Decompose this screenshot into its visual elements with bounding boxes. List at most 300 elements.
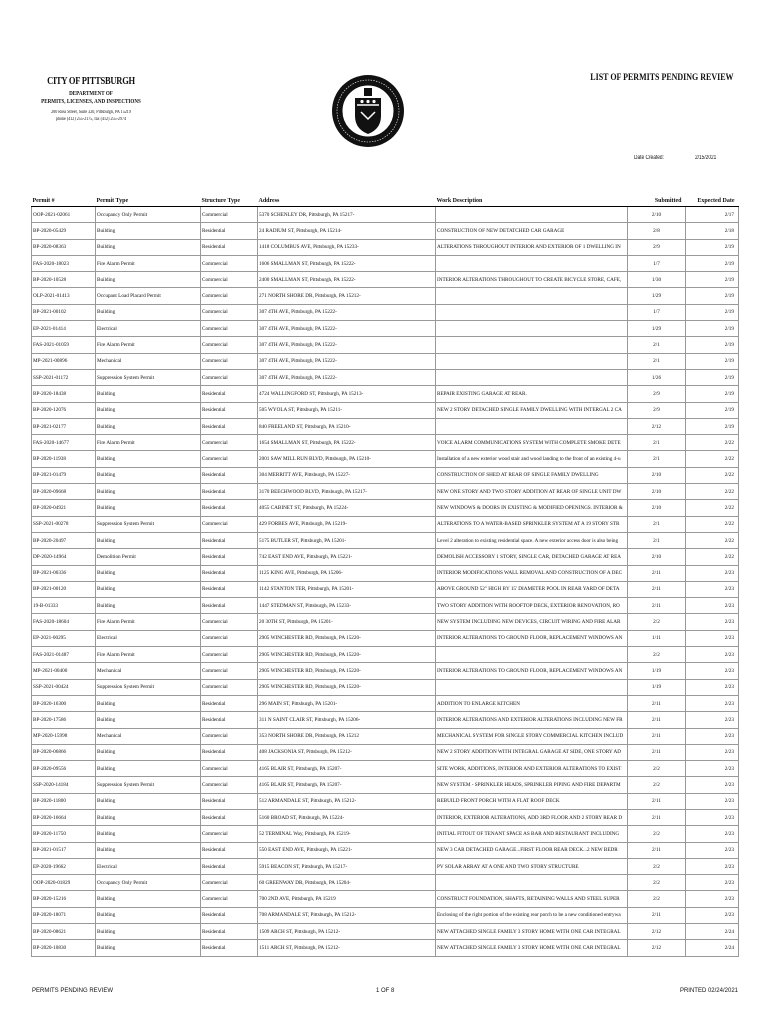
table-row (32, 614, 739, 630)
table-row (32, 321, 739, 337)
cell-permit-number: EP-2020-19662 (32, 858, 96, 874)
cell-permit-number: FAS-2021-01059 (32, 337, 96, 353)
cell-address: 4165 BLAIR ST, Pittsburgh, PA 15207- (258, 761, 436, 777)
cell-structure-type: Commercial (201, 875, 258, 891)
cell-permit-number: BP-2020-18071 (32, 907, 96, 923)
table-row (32, 435, 739, 451)
column-header-permit-type: Permit Type (96, 195, 201, 207)
cell-structure-type: Residential (201, 924, 258, 940)
cell-address: 1125 KING AVE, Pittsburgh, PA 15206- (258, 565, 436, 581)
table-row (32, 630, 739, 646)
table-row (32, 500, 739, 516)
cell-permit-number: BP-2021-02177 (32, 418, 96, 434)
cell-permit-type: Building (96, 272, 201, 288)
cell-structure-type: Commercial (201, 435, 258, 451)
cell-submitted-date: 2/10 (628, 500, 686, 516)
cell-structure-type: Residential (201, 565, 258, 581)
cell-expected-date: 2/22 (686, 467, 739, 483)
cell-address: 5175 BUTLER ST, Pittsburgh, PA 15201- (258, 532, 436, 548)
cell-address: 2905 WINCHESTER RD, Pittsburgh, PA 15220- (258, 663, 436, 679)
cell-structure-type: Commercial (201, 272, 258, 288)
cell-expected-date: 2/23 (686, 809, 739, 825)
cell-permit-type: Building (96, 842, 201, 858)
cell-permit-number: SSP-2021-01172 (32, 369, 96, 385)
cell-expected-date: 2/23 (686, 826, 739, 842)
cell-submitted-date: 2/2 (628, 891, 686, 907)
cell-expected-date: 2/22 (686, 532, 739, 548)
cell-work-description (436, 288, 628, 304)
cell-structure-type: Commercial (201, 614, 258, 630)
cell-permit-type: Building (96, 907, 201, 923)
cell-permit-type: Building (96, 223, 201, 239)
cell-expected-date: 2/23 (686, 842, 739, 858)
cell-permit-number: BP-2020-11750 (32, 826, 96, 842)
cell-permit-number: BP-2021-00120 (32, 581, 96, 597)
cell-expected-date: 2/23 (686, 891, 739, 907)
cell-submitted-date: 1/11 (628, 630, 686, 646)
cell-address: 1418 COLUMBUS AVE, Pittsburgh, PA 15233- (258, 239, 436, 255)
cell-expected-date: 2/19 (686, 369, 739, 385)
cell-submitted-date: 2/10 (628, 467, 686, 483)
cell-work-description: TWO STORY ADDITION WITH ROOFTOP DECK, EXTERIOR RENOVATION, RO (436, 598, 628, 614)
cell-permit-type: Suppression System Permit (96, 777, 201, 793)
cell-submitted-date: 2/2 (628, 777, 686, 793)
cell-permit-type: Electrical (96, 630, 201, 646)
table-row (32, 565, 739, 581)
cell-work-description: Enclosing of the right portion of the existing rear porch to be a new conditioned entrywa (436, 907, 628, 923)
cell-structure-type: Residential (201, 907, 258, 923)
cell-address: 4055 CABINET ST, Pittsburgh, PA 15224- (258, 500, 436, 516)
cell-permit-number: BP-2020-08363 (32, 239, 96, 255)
cell-structure-type: Residential (201, 712, 258, 728)
table-row (32, 581, 739, 597)
cell-work-description: MECHANICAL SYSTEM FOR SINGLE STORY COMMERCIAL KITCHEN INCLUD (436, 728, 628, 744)
cell-address: 550 EAST END AVE, Pittsburgh, PA 15221- (258, 842, 436, 858)
cell-permit-type: Demolition Permit (96, 549, 201, 565)
cell-submitted-date: 2/10 (628, 549, 686, 565)
cell-submitted-date: 2/2 (628, 858, 686, 874)
cell-work-description: Level 2 alteration to existing residential space. A new exterior access door is also being (436, 532, 628, 548)
cell-work-description (436, 875, 628, 891)
cell-permit-type: Building (96, 891, 201, 907)
cell-expected-date: 2/22 (686, 435, 739, 451)
cell-permit-type: Electrical (96, 321, 201, 337)
cell-address: 4165 BLAIR ST, Pittsburgh, PA 15207- (258, 777, 436, 793)
cell-submitted-date: 1/29 (628, 288, 686, 304)
cell-address: 5160 BROAD ST, Pittsburgh, PA 15224- (258, 809, 436, 825)
column-header-work-description: Work Description (436, 195, 628, 207)
cell-permit-number: OLP-2021-01413 (32, 288, 96, 304)
cell-work-description: NEW SYSTEM INCLUDING NEW DEVICES, CIRCUIT WIRING AND FIRE ALAR (436, 614, 628, 630)
cell-structure-type: Residential (201, 532, 258, 548)
cell-expected-date: 2/23 (686, 728, 739, 744)
cell-address: 271 NORTH SHORE DR, Pittsburgh, PA 15212- (258, 288, 436, 304)
cell-address: 2400 SMALLMAN ST, Pittsburgh, PA 15222- (258, 272, 436, 288)
cell-structure-type: Residential (201, 940, 258, 956)
table-row (32, 304, 739, 320)
cell-submitted-date: 2/2 (628, 875, 686, 891)
cell-address: 24 RADIUM ST, Pittsburgh, PA 15214- (258, 223, 436, 239)
cell-permit-number: BP-2020-10830 (32, 940, 96, 956)
date-created-label: Date Created: (634, 155, 664, 161)
cell-structure-type: Residential (201, 484, 258, 500)
cell-address: 840 FREELAND ST, Pittsburgh, PA 15210- (258, 418, 436, 434)
cell-structure-type: Residential (201, 500, 258, 516)
cell-work-description: NEW 2 STORY DETACHED SINGLE FAMILY DWELLING WITH INTERGAL 2 CA (436, 402, 628, 418)
cell-permit-type: Building (96, 761, 201, 777)
cell-submitted-date: 2/2 (628, 826, 686, 842)
cell-address: 2905 WINCHESTER RD, Pittsburgh, PA 15220- (258, 647, 436, 663)
cell-structure-type: Commercial (201, 891, 258, 907)
cell-submitted-date: 2/11 (628, 598, 686, 614)
cell-permit-type: Fire Alarm Permit (96, 255, 201, 271)
table-row (32, 679, 739, 695)
cell-permit-type: Building (96, 695, 201, 711)
cell-expected-date: 2/19 (686, 353, 739, 369)
cell-work-description: Installation of a new exterior wood stair and wood landing to the front of an existing 4-u (436, 451, 628, 467)
cell-address: 708 ARMANDALE ST, Pittsburgh, PA 15212- (258, 907, 436, 923)
cell-permit-number: BP-2020-04921 (32, 500, 96, 516)
cell-expected-date: 2/23 (686, 614, 739, 630)
table-row (32, 386, 739, 402)
cell-structure-type: Commercial (201, 826, 258, 842)
cell-address: 5370 SCHENLEY DR, Pittsburgh, PA 15217- (258, 207, 436, 223)
cell-submitted-date: 2/11 (628, 809, 686, 825)
cell-work-description: INTERIOR ALTERATIONS AND EXTERIOR ALTERATIONS INCLUDING NEW FR (436, 712, 628, 728)
cell-permit-type: Building (96, 598, 201, 614)
cell-submitted-date: 2/10 (628, 484, 686, 500)
table-row (32, 924, 739, 940)
cell-submitted-date: 2/11 (628, 907, 686, 923)
cell-submitted-date: 2/11 (628, 728, 686, 744)
table-row (32, 451, 739, 467)
cell-submitted-date: 2/9 (628, 402, 686, 418)
cell-work-description: ALTERATIONS TO A WATER-BASED SPRINKLER SYSTEM AT A 19 STORY STR (436, 516, 628, 532)
cell-structure-type: Commercial (201, 679, 258, 695)
cell-work-description (436, 647, 628, 663)
cell-expected-date: 2/18 (686, 223, 739, 239)
cell-expected-date: 2/19 (686, 288, 739, 304)
cell-work-description (436, 207, 628, 223)
cell-work-description: INTERIOR ALTERATIONS TO GROUND FLOOR, REPLACEMENT WINDOWS AN (436, 663, 628, 679)
cell-submitted-date: 1/26 (628, 369, 686, 385)
cell-work-description: INTERIOR ALTERATIONS THROUGHOUT TO CREATE BICYCLE STORE, CAFE, (436, 272, 628, 288)
cell-work-description: PV SOLAR ARRAY AT A ONE AND TWO STORY STRUCTURE (436, 858, 628, 874)
cell-submitted-date: 2/1 (628, 353, 686, 369)
cell-submitted-date: 2/1 (628, 451, 686, 467)
cell-work-description: NEW ATTACHED SINGLE FAMILY 3 STORY HOME WITH ONE CAR INTEGRAL (436, 924, 628, 940)
cell-work-description: INTERIOR ALTERATIONS TO GROUND FLOOR, REPLACEMENT WINDOWS AN (436, 630, 628, 646)
cell-submitted-date: 2/11 (628, 581, 686, 597)
table-row (32, 793, 739, 809)
cell-expected-date: 2/23 (686, 565, 739, 581)
cell-submitted-date: 1/19 (628, 663, 686, 679)
table-row (32, 402, 739, 418)
table-row (32, 418, 739, 434)
cell-permit-type: Fire Alarm Permit (96, 337, 201, 353)
cell-work-description: INTERIOR, EXTERIOR ALTERATIONS, ADD 3RD FLOOR AND 2 STORY REAR D (436, 809, 628, 825)
cell-submitted-date: 2/2 (628, 647, 686, 663)
cell-address: 4724 WALLINGFORD ST, Pittsburgh, PA 15213- (258, 386, 436, 402)
table-row (32, 647, 739, 663)
cell-permit-number: OOP-2020-01829 (32, 875, 96, 891)
cell-structure-type: Commercial (201, 353, 258, 369)
cell-permit-number: BP-2020-17586 (32, 712, 96, 728)
cell-expected-date: 2/23 (686, 630, 739, 646)
table-row (32, 695, 739, 711)
cell-expected-date: 2/17 (686, 207, 739, 223)
cell-permit-type: Fire Alarm Permit (96, 435, 201, 451)
cell-address: 307 4TH AVE, Pittsburgh, PA 15222- (258, 304, 436, 320)
cell-expected-date: 2/19 (686, 337, 739, 353)
department-line-2: PERMITS, LICENSES, AND INSPECTIONS (41, 98, 141, 105)
cell-submitted-date: 2/12 (628, 940, 686, 956)
table-row (32, 516, 739, 532)
cell-expected-date: 2/22 (686, 549, 739, 565)
cell-submitted-date: 2/9 (628, 386, 686, 402)
cell-structure-type: Residential (201, 858, 258, 874)
cell-permit-number: FAS-2021-01487 (32, 647, 96, 663)
cell-permit-type: Occupant Load Placard Permit (96, 288, 201, 304)
table-row (32, 663, 739, 679)
cell-permit-type: Occupancy Only Permit (96, 207, 201, 223)
cell-permit-number: BP-2020-20497 (32, 532, 96, 548)
cell-structure-type: Residential (201, 842, 258, 858)
cell-permit-number: MP-2020-15998 (32, 728, 96, 744)
cell-address: 408 JACKSONIA ST, Pittsburgh, PA 15212- (258, 744, 436, 760)
cell-permit-type: Suppression System Permit (96, 679, 201, 695)
cell-structure-type: Commercial (201, 207, 258, 223)
cell-permit-type: Mechanical (96, 728, 201, 744)
cell-structure-type: Residential (201, 793, 258, 809)
cell-permit-number: FAS-2020-14677 (32, 435, 96, 451)
table-row (32, 858, 739, 874)
cell-structure-type: Residential (201, 386, 258, 402)
cell-expected-date: 2/23 (686, 663, 739, 679)
date-created-value: 2/15/2021 (695, 155, 717, 161)
cell-permit-type: Fire Alarm Permit (96, 647, 201, 663)
cell-permit-type: Building (96, 565, 201, 581)
cell-expected-date: 2/23 (686, 695, 739, 711)
column-header-structure-type: Structure Type (201, 195, 258, 207)
cell-work-description: CONSTRUCTION OF SHED AT REAR OF SINGLE FAMILY DWELLING (436, 467, 628, 483)
cell-permit-type: Building (96, 940, 201, 956)
cell-permit-number: EP-2021-00295 (32, 630, 96, 646)
cell-work-description (436, 369, 628, 385)
cell-address: 60 GREENWAY DR, Pittsburgh, PA 15204- (258, 875, 436, 891)
cell-structure-type: Residential (201, 418, 258, 434)
cell-address: 1606 SMALLMAN ST, Pittsburgh, PA 15222- (258, 255, 436, 271)
cell-submitted-date: 2/11 (628, 842, 686, 858)
cell-submitted-date: 2/11 (628, 712, 686, 728)
cell-permit-number: BP-2020-11938 (32, 451, 96, 467)
cell-permit-number: BP-2020-06866 (32, 744, 96, 760)
cell-submitted-date: 1/7 (628, 255, 686, 271)
cell-expected-date: 2/23 (686, 793, 739, 809)
cell-structure-type: Commercial (201, 663, 258, 679)
cell-work-description: VOICE ALARM COMMUNICATIONS SYSTEM WITH COMPLETE SMOKE DETE (436, 435, 628, 451)
cell-permit-type: Occupancy Only Permit (96, 875, 201, 891)
cell-work-description: ALTERATIONS THROUGHOUT INTERIOR AND EXTERIOR OF 1 DWELLING IN (436, 239, 628, 255)
cell-permit-number: BP-2021-00102 (32, 304, 96, 320)
cell-work-description: ABOVE GROUND 52" HIGH BY 15' DIAMETER POOL IN REAR YARD OF DETA (436, 581, 628, 597)
cell-expected-date: 2/24 (686, 924, 739, 940)
cell-expected-date: 2/22 (686, 516, 739, 532)
cell-permit-number: BP-2020-09668 (32, 484, 96, 500)
cell-permit-number: SSP-2021-00278 (32, 516, 96, 532)
cell-expected-date: 2/22 (686, 484, 739, 500)
table-row (32, 207, 739, 223)
cell-submitted-date: 1/29 (628, 321, 686, 337)
cell-address: 1511 ARCH ST, Pittsburgh, PA 15212- (258, 940, 436, 956)
cell-structure-type: Residential (201, 467, 258, 483)
table-row (32, 223, 739, 239)
table-row (32, 777, 739, 793)
cell-permit-type: Building (96, 484, 201, 500)
cell-work-description: DEMOLISH ACCESSORY 1 STORY, SINGLE CAR, DETACHED GARAGE AT REA (436, 549, 628, 565)
table-row (32, 940, 739, 956)
table-row (32, 467, 739, 483)
cell-submitted-date: 2/11 (628, 565, 686, 581)
organization-header (28, 76, 154, 123)
cell-permit-number: SSP-2021-00424 (32, 679, 96, 695)
cell-expected-date: 2/19 (686, 304, 739, 320)
cell-work-description: CONSTRUCT FOUNDATION, SHAFTS, RETAINING WALLS AND STEEL SUPER (436, 891, 628, 907)
table-row (32, 712, 739, 728)
cell-structure-type: Residential (201, 809, 258, 825)
table-row (32, 288, 739, 304)
footer-printed-date: PRINTED 02/24/2021 (679, 988, 738, 994)
cell-work-description: ADDITION TO ENLARGE KITCHEN (436, 695, 628, 711)
column-header-expected-date: Expected Date (686, 195, 739, 207)
cell-permit-number: BP-2021-00336 (32, 565, 96, 581)
cell-expected-date: 2/19 (686, 386, 739, 402)
cell-work-description: REPAIR EXISTING GARAGE AT REAR. (436, 386, 628, 402)
cell-permit-type: Building (96, 826, 201, 842)
column-header-permit-number: Permit # (32, 195, 96, 207)
table-row (32, 728, 739, 744)
cell-submitted-date: 2/11 (628, 744, 686, 760)
cell-work-description: NEW 3 CAR DETACHED GARAGE...FIRST FLOOR REAR DECK...2 NEW BEDR (436, 842, 628, 858)
cell-address: 5915 BEACON ST, Pittsburgh, PA 15217- (258, 858, 436, 874)
cell-structure-type: Residential (201, 402, 258, 418)
cell-address: 2905 WINCHESTER RD, Pittsburgh, PA 15220- (258, 679, 436, 695)
cell-submitted-date: 2/2 (628, 614, 686, 630)
cell-work-description (436, 418, 628, 434)
table-row (32, 744, 739, 760)
cell-permit-number: BP-2020-16664 (32, 809, 96, 825)
cell-expected-date: 2/23 (686, 875, 739, 891)
cell-structure-type: Commercial (201, 304, 258, 320)
cell-permit-type: Electrical (96, 858, 201, 874)
cell-permit-type: Suppression System Permit (96, 516, 201, 532)
cell-permit-type: Building (96, 239, 201, 255)
cell-submitted-date: 2/8 (628, 223, 686, 239)
cell-permit-type: Building (96, 793, 201, 809)
cell-address: 429 FORBES AVE, Pittsburgh, PA 15219- (258, 516, 436, 532)
cell-submitted-date: 1/19 (628, 679, 686, 695)
table-row (32, 239, 739, 255)
cell-address: 3170 BEECHWOOD BLVD, Pittsburgh, PA 15217- (258, 484, 436, 500)
column-header-submitted: Submitted (628, 195, 686, 207)
cell-expected-date: 2/23 (686, 907, 739, 923)
cell-address: 1509 ARCH ST, Pittsburgh, PA 15212- (258, 924, 436, 940)
cell-structure-type: Residential (201, 598, 258, 614)
cell-submitted-date: 2/1 (628, 337, 686, 353)
cell-expected-date: 2/23 (686, 712, 739, 728)
cell-address: 1447 STEDMAN ST, Pittsburgh, PA 15233- (258, 598, 436, 614)
cell-submitted-date: 2/10 (628, 207, 686, 223)
cell-permit-number: BP-2020-09556 (32, 761, 96, 777)
cell-address: 2905 WINCHESTER RD, Pittsburgh, PA 15220- (258, 630, 436, 646)
cell-permit-number: EP-2021-01414 (32, 321, 96, 337)
cell-permit-number: DP-2020-14964 (32, 549, 96, 565)
cell-permit-number: BP-2020-08621 (32, 924, 96, 940)
cell-expected-date: 2/23 (686, 647, 739, 663)
cell-structure-type: Residential (201, 744, 258, 760)
table-row (32, 255, 739, 271)
cell-address: 505 WYOLA ST, Pittsburgh, PA 15211- (258, 402, 436, 418)
cell-permit-type: Suppression System Permit (96, 369, 201, 385)
cell-address: 20 30TH ST, Pittsburgh, PA 15201- (258, 614, 436, 630)
cell-structure-type: Residential (201, 581, 258, 597)
cell-expected-date: 2/23 (686, 598, 739, 614)
cell-permit-type: Building (96, 744, 201, 760)
cell-address: 307 4TH AVE, Pittsburgh, PA 15222- (258, 337, 436, 353)
cell-submitted-date: 2/12 (628, 924, 686, 940)
cell-structure-type: Residential (201, 695, 258, 711)
cell-address: 307 4TH AVE, Pittsburgh, PA 15222- (258, 353, 436, 369)
cell-structure-type: Commercial (201, 647, 258, 663)
cell-permit-type: Building (96, 581, 201, 597)
cell-permit-number: BP-2020-11800 (32, 793, 96, 809)
cell-structure-type: Residential (201, 223, 258, 239)
permits-table (31, 195, 739, 957)
cell-permit-number: OOP-2021-02061 (32, 207, 96, 223)
cell-structure-type: Residential (201, 549, 258, 565)
table-row (32, 484, 739, 500)
cell-permit-number: MP-2021-00896 (32, 353, 96, 369)
cell-permit-type: Building (96, 809, 201, 825)
city-name: CITY OF PITTSBURGH (47, 76, 135, 87)
cell-work-description: REBUILD FRONT PORCH WITH A FLAT ROOF DECK (436, 793, 628, 809)
cell-permit-number: BP-2020-10528 (32, 272, 96, 288)
cell-expected-date: 2/24 (686, 940, 739, 956)
cell-expected-date: 2/23 (686, 761, 739, 777)
cell-permit-number: BP-2020-15216 (32, 891, 96, 907)
cell-address: 1142 STANTON TER, Pittsburgh, PA 15201- (258, 581, 436, 597)
cell-expected-date: 2/23 (686, 581, 739, 597)
cell-address: 2001 SAW MILL RUN BLVD, Pittsburgh, PA 15210- (258, 451, 436, 467)
cell-structure-type: Commercial (201, 728, 258, 744)
cell-work-description (436, 337, 628, 353)
cell-work-description (436, 353, 628, 369)
cell-work-description: NEW ATTACHED SINGLE FAMILY 3 STORY HOME WITH ONE CAR INTEGRAL (436, 940, 628, 956)
cell-submitted-date: 1/30 (628, 272, 686, 288)
cell-submitted-date: 2/1 (628, 532, 686, 548)
cell-submitted-date: 2/11 (628, 793, 686, 809)
cell-submitted-date: 2/9 (628, 239, 686, 255)
cell-structure-type: Commercial (201, 288, 258, 304)
cell-expected-date: 2/19 (686, 321, 739, 337)
cell-expected-date: 2/22 (686, 500, 739, 516)
cell-expected-date: 2/23 (686, 858, 739, 874)
office-phone: phone (412) 255-2175, fax (412) 255-2974 (55, 117, 127, 122)
cell-submitted-date: 2/1 (628, 516, 686, 532)
cell-expected-date: 2/22 (686, 451, 739, 467)
cell-permit-type: Building (96, 924, 201, 940)
cell-expected-date: 2/19 (686, 239, 739, 255)
